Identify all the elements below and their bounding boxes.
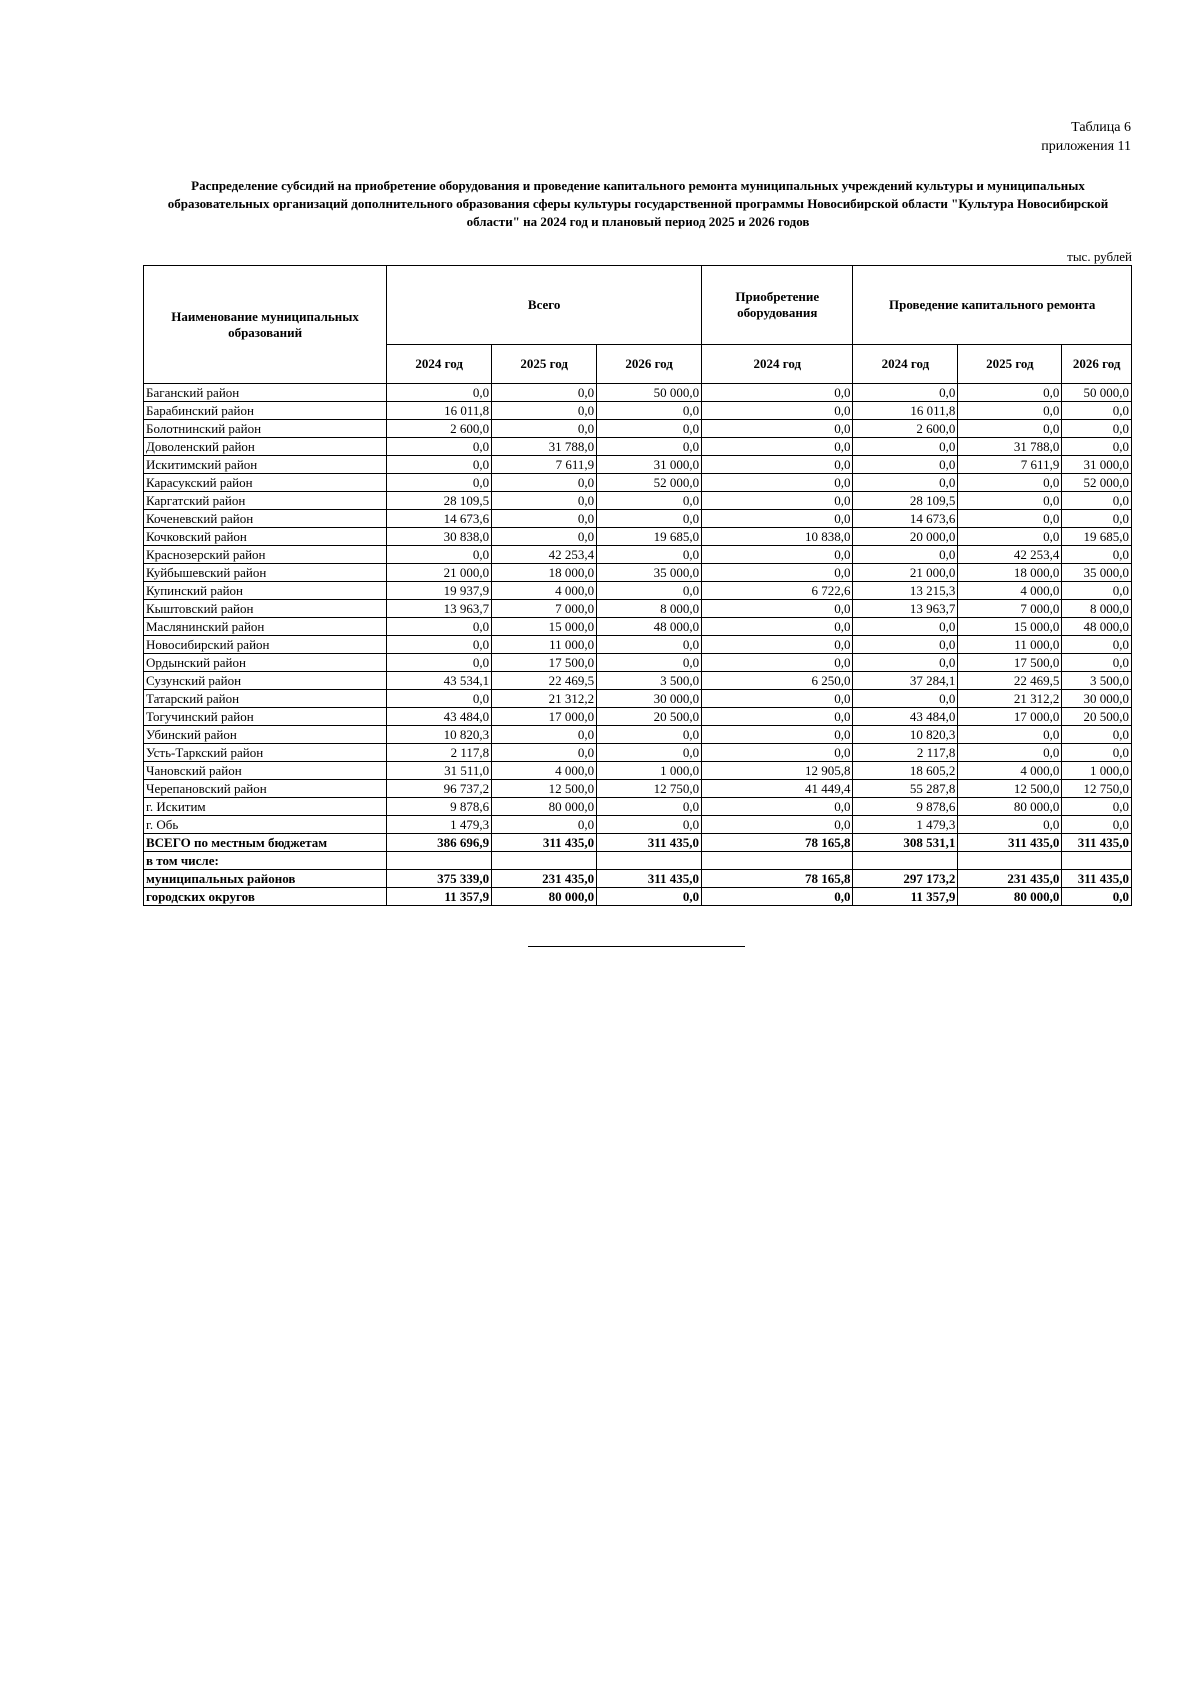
municipality-name: Баганский район: [144, 384, 387, 402]
amount-cell: 0,0: [387, 636, 492, 654]
amount-cell: 0,0: [1062, 510, 1132, 528]
year-header: 2024 год: [387, 345, 492, 384]
amount-cell: 17 000,0: [958, 708, 1062, 726]
total-row: [144, 852, 1132, 870]
municipality-name: г. Обь: [144, 816, 387, 834]
municipality-name: ВСЕГО по местным бюджетам: [144, 834, 387, 852]
amount-cell: 2 600,0: [853, 420, 958, 438]
municipality-name: в том числе:: [144, 852, 387, 870]
amount-cell: 0,0: [1062, 654, 1132, 672]
amount-cell: 78 165,8: [702, 870, 853, 888]
amount-cell: 0,0: [702, 708, 853, 726]
amount-cell: 0,0: [853, 384, 958, 402]
municipality-name: Татарский район: [144, 690, 387, 708]
amount-cell: 0,0: [597, 402, 702, 420]
amount-cell: 52 000,0: [1062, 474, 1132, 492]
amount-cell: 19 685,0: [597, 528, 702, 546]
header-total: Всего: [387, 266, 702, 345]
amount-cell: 13 963,7: [387, 600, 492, 618]
amount-cell: 0,0: [702, 438, 853, 456]
total-row: [144, 870, 1132, 888]
amount-cell: 20 500,0: [597, 708, 702, 726]
table-row: [144, 600, 1132, 618]
amount-cell: 18 605,2: [853, 762, 958, 780]
amount-cell: 0,0: [702, 744, 853, 762]
table-row: [144, 438, 1132, 456]
municipality-name: Коченевский район: [144, 510, 387, 528]
amount-cell: 28 109,5: [853, 492, 958, 510]
table-row: [144, 762, 1132, 780]
table-row: [144, 654, 1132, 672]
amount-cell: 0,0: [702, 402, 853, 420]
amount-cell: 2 600,0: [387, 420, 492, 438]
amount-cell: 31 788,0: [492, 438, 597, 456]
amount-cell: 0,0: [958, 744, 1062, 762]
amount-cell: 0,0: [597, 510, 702, 528]
amount-cell: 30 838,0: [387, 528, 492, 546]
amount-cell: 37 284,1: [853, 672, 958, 690]
amount-cell: 311 435,0: [597, 870, 702, 888]
amount-cell: 6 250,0: [702, 672, 853, 690]
document-title: Распределение субсидий на приобретение оборудования и проведение капитального ремонта муниципальных учреждений культуры и муниципальных образовательных организаций дополнительного образования сферы культуры государственной программы Новосибирской области "Культура Новосибирской области" на 2024 год и плановый период 2025 и 2026 годов: [167, 178, 1109, 229]
amount-cell: 0,0: [387, 384, 492, 402]
amount-cell: 308 531,1: [853, 834, 958, 852]
amount-cell: 0,0: [702, 474, 853, 492]
amount-cell: 8 000,0: [1062, 600, 1132, 618]
amount-cell: 311 435,0: [1062, 870, 1132, 888]
amount-cell: 19 685,0: [1062, 528, 1132, 546]
amount-cell: 43 534,1: [387, 672, 492, 690]
municipality-name: Чановский район: [144, 762, 387, 780]
amount-cell: 1 479,3: [853, 816, 958, 834]
amount-cell: 8 000,0: [597, 600, 702, 618]
amount-cell: 0,0: [1062, 546, 1132, 564]
amount-cell: 0,0: [702, 816, 853, 834]
amount-cell: 31 511,0: [387, 762, 492, 780]
amount-cell: 311 435,0: [492, 834, 597, 852]
amount-cell: 80 000,0: [492, 798, 597, 816]
amount-cell: 96 737,2: [387, 780, 492, 798]
table-row: [144, 744, 1132, 762]
amount-cell: 0,0: [1062, 582, 1132, 600]
total-row: [144, 888, 1132, 906]
amount-cell: 31 000,0: [597, 456, 702, 474]
units-label: тыс. рублей: [1067, 249, 1132, 264]
amount-cell: 311 435,0: [1062, 834, 1132, 852]
amount-cell: 48 000,0: [1062, 618, 1132, 636]
amount-cell: 0,0: [597, 816, 702, 834]
amount-cell: 0,0: [958, 492, 1062, 510]
year-header: 2024 год: [853, 345, 958, 384]
amount-cell: 10 838,0: [702, 528, 853, 546]
amount-cell: 50 000,0: [1062, 384, 1132, 402]
amount-cell: 0,0: [958, 384, 1062, 402]
amount-cell: 80 000,0: [958, 888, 1062, 906]
amount-cell: 1 000,0: [1062, 762, 1132, 780]
amount-cell: 0,0: [1062, 636, 1132, 654]
amount-cell: 0,0: [853, 546, 958, 564]
amount-cell: 0,0: [597, 798, 702, 816]
amount-cell: 231 435,0: [958, 870, 1062, 888]
amount-cell: 0,0: [387, 438, 492, 456]
amount-cell: 50 000,0: [597, 384, 702, 402]
amount-cell: 7 000,0: [958, 600, 1062, 618]
amount-cell: 0,0: [492, 474, 597, 492]
amount-cell: 0,0: [492, 492, 597, 510]
amount-cell: 4 000,0: [492, 582, 597, 600]
amount-cell: 0,0: [958, 420, 1062, 438]
amount-cell: 0,0: [702, 600, 853, 618]
amount-cell: 0,0: [702, 564, 853, 582]
table-row: [144, 798, 1132, 816]
amount-cell: 0,0: [597, 492, 702, 510]
amount-cell: 0,0: [597, 726, 702, 744]
amount-cell: 0,0: [387, 474, 492, 492]
amount-cell: 48 000,0: [597, 618, 702, 636]
amount-cell: 21 000,0: [853, 564, 958, 582]
amount-cell: 0,0: [958, 528, 1062, 546]
header-municipality: Наименование муниципальных образований: [144, 266, 387, 384]
amount-cell: 16 011,8: [387, 402, 492, 420]
municipality-name: Ордынский район: [144, 654, 387, 672]
amount-cell: 7 611,9: [958, 456, 1062, 474]
amount-cell: 12 905,8: [702, 762, 853, 780]
amount-cell: 0,0: [702, 654, 853, 672]
amount-cell: 0,0: [1062, 816, 1132, 834]
amount-cell: 0,0: [597, 636, 702, 654]
year-header: 2026 год: [597, 345, 702, 384]
amount-cell: 0,0: [1062, 492, 1132, 510]
amount-cell: [492, 852, 597, 870]
amount-cell: [702, 852, 853, 870]
year-header: 2024 год: [702, 345, 853, 384]
municipality-name: Кыштовский район: [144, 600, 387, 618]
amount-cell: 0,0: [597, 582, 702, 600]
amount-cell: 0,0: [597, 888, 702, 906]
municipality-name: Маслянинский район: [144, 618, 387, 636]
amount-cell: 21 000,0: [387, 564, 492, 582]
amount-cell: 0,0: [958, 402, 1062, 420]
amount-cell: 0,0: [597, 744, 702, 762]
municipality-name: Доволенский район: [144, 438, 387, 456]
amount-cell: 0,0: [853, 438, 958, 456]
amount-cell: 11 357,9: [853, 888, 958, 906]
amount-cell: 4 000,0: [958, 582, 1062, 600]
amount-cell: 10 820,3: [387, 726, 492, 744]
table-row: [144, 420, 1132, 438]
table-row: [144, 618, 1132, 636]
amount-cell: 3 500,0: [1062, 672, 1132, 690]
amount-cell: 41 449,4: [702, 780, 853, 798]
amount-cell: 0,0: [1062, 726, 1132, 744]
table-row: [144, 402, 1132, 420]
amount-cell: 0,0: [492, 816, 597, 834]
amount-cell: 52 000,0: [597, 474, 702, 492]
amount-cell: 20 500,0: [1062, 708, 1132, 726]
amount-cell: 12 500,0: [958, 780, 1062, 798]
amount-cell: 1 000,0: [597, 762, 702, 780]
table-row: [144, 690, 1132, 708]
amount-cell: 0,0: [492, 744, 597, 762]
amount-cell: 1 479,3: [387, 816, 492, 834]
amount-cell: 2 117,8: [853, 744, 958, 762]
municipality-name: Кочковский район: [144, 528, 387, 546]
municipality-name: Краснозерский район: [144, 546, 387, 564]
amount-cell: 14 673,6: [387, 510, 492, 528]
amount-cell: 0,0: [853, 690, 958, 708]
amount-cell: 7 000,0: [492, 600, 597, 618]
amount-cell: 386 696,9: [387, 834, 492, 852]
amount-cell: 80 000,0: [958, 798, 1062, 816]
amount-cell: 55 287,8: [853, 780, 958, 798]
appendix-number: приложения 11: [1041, 139, 1131, 154]
amount-cell: [958, 852, 1062, 870]
amount-cell: 11 000,0: [492, 636, 597, 654]
amount-cell: 16 011,8: [853, 402, 958, 420]
amount-cell: [597, 852, 702, 870]
amount-cell: 0,0: [958, 816, 1062, 834]
table-number: Таблица 6: [1071, 120, 1131, 135]
amount-cell: 35 000,0: [1062, 564, 1132, 582]
year-header: 2026 год: [1062, 345, 1132, 384]
table-row: [144, 474, 1132, 492]
amount-cell: 0,0: [492, 384, 597, 402]
amount-cell: 0,0: [597, 420, 702, 438]
municipality-name: Убинский район: [144, 726, 387, 744]
amount-cell: 0,0: [492, 402, 597, 420]
amount-cell: 0,0: [387, 456, 492, 474]
amount-cell: 10 820,3: [853, 726, 958, 744]
amount-cell: 0,0: [853, 474, 958, 492]
amount-cell: 2 117,8: [387, 744, 492, 762]
amount-cell: 42 253,4: [492, 546, 597, 564]
amount-cell: 0,0: [387, 546, 492, 564]
municipality-name: Куйбышевский район: [144, 564, 387, 582]
amount-cell: [387, 852, 492, 870]
amount-cell: 0,0: [1062, 402, 1132, 420]
municipality-name: г. Искитим: [144, 798, 387, 816]
amount-cell: 9 878,6: [387, 798, 492, 816]
amount-cell: 0,0: [387, 618, 492, 636]
amount-cell: 0,0: [387, 690, 492, 708]
amount-cell: 42 253,4: [958, 546, 1062, 564]
amount-cell: 0,0: [1062, 420, 1132, 438]
amount-cell: 11 000,0: [958, 636, 1062, 654]
table-row: [144, 456, 1132, 474]
amount-cell: 6 722,6: [702, 582, 853, 600]
amount-cell: 17 000,0: [492, 708, 597, 726]
amount-cell: 0,0: [597, 654, 702, 672]
amount-cell: 311 435,0: [597, 834, 702, 852]
table-row: [144, 384, 1132, 402]
footer-divider: [528, 946, 745, 947]
amount-cell: 30 000,0: [597, 690, 702, 708]
municipality-name: Карасукский район: [144, 474, 387, 492]
amount-cell: 0,0: [853, 456, 958, 474]
amount-cell: 0,0: [702, 420, 853, 438]
amount-cell: 78 165,8: [702, 834, 853, 852]
municipality-name: Усть-Таркский район: [144, 744, 387, 762]
amount-cell: 0,0: [492, 510, 597, 528]
amount-cell: 20 000,0: [853, 528, 958, 546]
amount-cell: 0,0: [958, 474, 1062, 492]
header-capital-repair: Проведение капитального ремонта: [853, 266, 1132, 345]
table-body: [144, 384, 1132, 906]
amount-cell: 0,0: [702, 798, 853, 816]
table-row: [144, 492, 1132, 510]
amount-cell: 22 469,5: [492, 672, 597, 690]
municipality-name: Новосибирский район: [144, 636, 387, 654]
amount-cell: 21 312,2: [958, 690, 1062, 708]
amount-cell: 0,0: [702, 636, 853, 654]
amount-cell: 0,0: [702, 384, 853, 402]
amount-cell: 14 673,6: [853, 510, 958, 528]
table-row: [144, 816, 1132, 834]
amount-cell: 0,0: [702, 546, 853, 564]
amount-cell: 7 611,9: [492, 456, 597, 474]
table-row: [144, 672, 1132, 690]
amount-cell: 0,0: [492, 726, 597, 744]
amount-cell: 80 000,0: [492, 888, 597, 906]
amount-cell: [853, 852, 958, 870]
amount-cell: 231 435,0: [492, 870, 597, 888]
amount-cell: 0,0: [597, 438, 702, 456]
amount-cell: 0,0: [853, 654, 958, 672]
subsidy-table: [143, 265, 1132, 906]
amount-cell: 11 357,9: [387, 888, 492, 906]
amount-cell: 0,0: [702, 618, 853, 636]
table-row: [144, 582, 1132, 600]
amount-cell: 0,0: [1062, 888, 1132, 906]
municipality-name: городских округов: [144, 888, 387, 906]
total-row: [144, 834, 1132, 852]
table-row: [144, 546, 1132, 564]
amount-cell: 0,0: [702, 492, 853, 510]
table-row: [144, 726, 1132, 744]
amount-cell: 311 435,0: [958, 834, 1062, 852]
amount-cell: 4 000,0: [958, 762, 1062, 780]
amount-cell: 15 000,0: [958, 618, 1062, 636]
municipality-name: Тогучинский район: [144, 708, 387, 726]
year-header: 2025 год: [958, 345, 1062, 384]
amount-cell: 0,0: [853, 636, 958, 654]
amount-cell: 375 339,0: [387, 870, 492, 888]
amount-cell: 21 312,2: [492, 690, 597, 708]
amount-cell: 18 000,0: [958, 564, 1062, 582]
amount-cell: 18 000,0: [492, 564, 597, 582]
municipality-name: Болотнинский район: [144, 420, 387, 438]
amount-cell: 17 500,0: [958, 654, 1062, 672]
municipality-name: Купинский район: [144, 582, 387, 600]
amount-cell: 19 937,9: [387, 582, 492, 600]
amount-cell: 17 500,0: [492, 654, 597, 672]
amount-cell: 0,0: [492, 528, 597, 546]
amount-cell: 0,0: [492, 420, 597, 438]
amount-cell: 0,0: [1062, 798, 1132, 816]
amount-cell: 28 109,5: [387, 492, 492, 510]
table-row: [144, 564, 1132, 582]
amount-cell: 43 484,0: [853, 708, 958, 726]
amount-cell: 15 000,0: [492, 618, 597, 636]
amount-cell: 13 963,7: [853, 600, 958, 618]
amount-cell: 43 484,0: [387, 708, 492, 726]
amount-cell: 0,0: [853, 618, 958, 636]
municipality-name: муниципальных районов: [144, 870, 387, 888]
amount-cell: 31 788,0: [958, 438, 1062, 456]
year-header: 2025 год: [492, 345, 597, 384]
amount-cell: 0,0: [702, 456, 853, 474]
municipality-name: Искитимский район: [144, 456, 387, 474]
table-row: [144, 510, 1132, 528]
amount-cell: 9 878,6: [853, 798, 958, 816]
amount-cell: 3 500,0: [597, 672, 702, 690]
amount-cell: 35 000,0: [597, 564, 702, 582]
municipality-name: Черепановский район: [144, 780, 387, 798]
amount-cell: 4 000,0: [492, 762, 597, 780]
table-row: [144, 528, 1132, 546]
amount-cell: 13 215,3: [853, 582, 958, 600]
table-row: [144, 780, 1132, 798]
amount-cell: 0,0: [702, 726, 853, 744]
amount-cell: 0,0: [1062, 744, 1132, 762]
amount-cell: 0,0: [387, 654, 492, 672]
amount-cell: 0,0: [958, 510, 1062, 528]
amount-cell: 0,0: [702, 510, 853, 528]
amount-cell: 0,0: [702, 690, 853, 708]
amount-cell: 22 469,5: [958, 672, 1062, 690]
header-equipment: Приобретение оборудования: [702, 266, 853, 345]
amount-cell: 12 750,0: [597, 780, 702, 798]
municipality-name: Барабинский район: [144, 402, 387, 420]
amount-cell: 0,0: [958, 726, 1062, 744]
amount-cell: 31 000,0: [1062, 456, 1132, 474]
amount-cell: [1062, 852, 1132, 870]
amount-cell: 0,0: [1062, 438, 1132, 456]
amount-cell: 12 750,0: [1062, 780, 1132, 798]
amount-cell: 12 500,0: [492, 780, 597, 798]
table-row: [144, 708, 1132, 726]
table-row: [144, 636, 1132, 654]
municipality-name: Сузунский район: [144, 672, 387, 690]
amount-cell: 0,0: [597, 546, 702, 564]
amount-cell: 297 173,2: [853, 870, 958, 888]
amount-cell: 30 000,0: [1062, 690, 1132, 708]
municipality-name: Каргатский район: [144, 492, 387, 510]
document-reference: [1041, 118, 1131, 156]
amount-cell: 0,0: [702, 888, 853, 906]
